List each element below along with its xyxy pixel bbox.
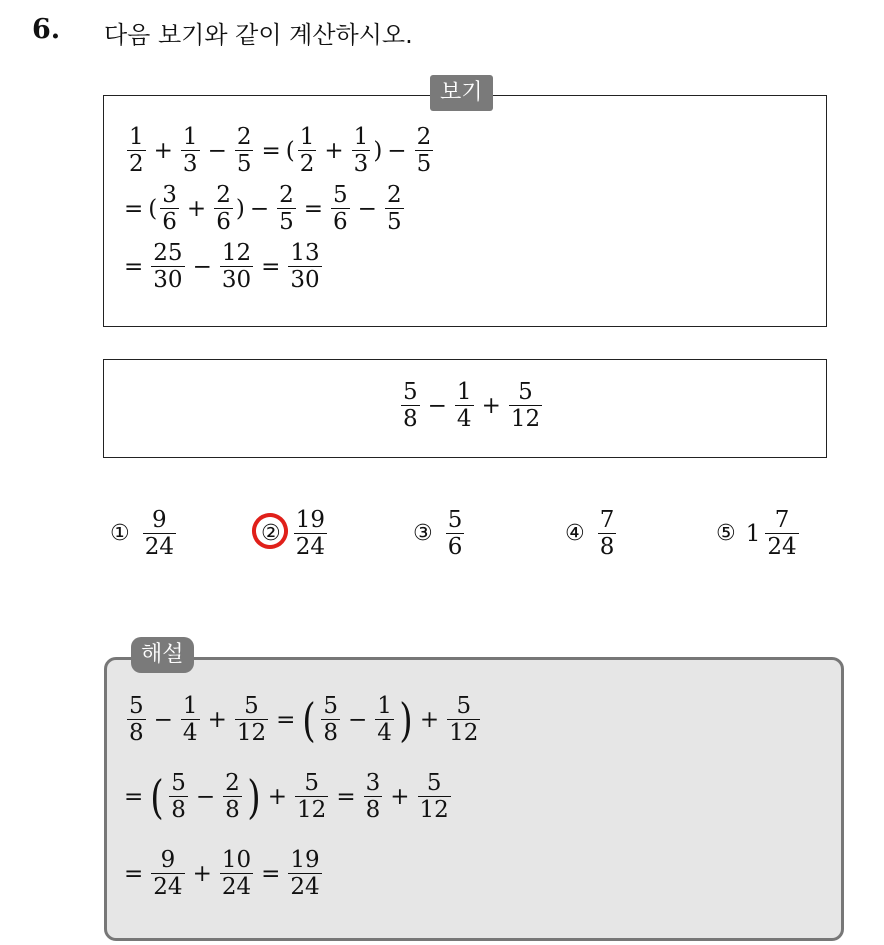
denominator: 8 [599, 534, 615, 560]
numerator: 5 [129, 693, 144, 719]
fraction [509, 380, 542, 431]
numerator: 5 [323, 693, 338, 719]
numerator: 9 [160, 847, 176, 873]
denominator: 5 [279, 209, 294, 235]
denominator: 24 [290, 874, 320, 900]
numerator: 2 [225, 770, 240, 796]
denominator: 6 [162, 209, 177, 235]
example-line-3 [124, 241, 325, 292]
denominator: 2 [299, 151, 315, 177]
numerator: 1 [377, 693, 392, 719]
operator: − [387, 137, 407, 164]
operator: − [357, 195, 377, 222]
fraction [418, 771, 451, 822]
equals: = [124, 195, 144, 222]
operator: + [419, 706, 440, 733]
fraction [352, 125, 371, 176]
fraction [181, 125, 200, 176]
operator: + [207, 706, 227, 733]
solution-tag: 해설 [131, 637, 194, 673]
left-paren: ( [285, 137, 295, 164]
fraction [160, 183, 179, 234]
denominator: 8 [225, 797, 240, 823]
fraction [295, 771, 328, 822]
operator: − [348, 706, 368, 733]
denominator: 30 [290, 267, 320, 293]
fraction [294, 508, 327, 559]
right-paren: ) [247, 769, 261, 824]
denominator: 5 [236, 151, 252, 177]
fraction [235, 694, 268, 745]
denominator: 12 [449, 720, 479, 746]
numerator: 19 [295, 507, 326, 533]
equals: = [336, 783, 356, 810]
left-paren: ( [150, 769, 164, 824]
numerator: 5 [171, 770, 186, 796]
fraction [220, 848, 253, 899]
question-number: 6. [32, 14, 61, 45]
numerator: 7 [774, 507, 790, 533]
denominator: 5 [386, 209, 402, 235]
denominator: 5 [416, 151, 432, 177]
numerator: 3 [365, 770, 381, 796]
equals: = [261, 860, 281, 887]
numerator: 1 [353, 124, 369, 150]
fraction [235, 125, 254, 176]
fraction [169, 771, 188, 822]
numerator: 5 [456, 693, 472, 719]
numerator: 5 [447, 507, 463, 533]
equals: = [124, 253, 144, 280]
numerator: 9 [152, 507, 167, 533]
right-paren: ) [373, 137, 383, 164]
numerator: 1 [182, 693, 198, 719]
numerator: 2 [216, 182, 231, 208]
whole-number: 1 [745, 520, 761, 547]
numerator: 5 [426, 770, 442, 796]
fraction [288, 848, 321, 899]
denominator: 12 [419, 797, 449, 823]
equals: = [261, 137, 281, 164]
fraction [447, 694, 480, 745]
fraction [288, 241, 321, 292]
fraction [331, 183, 350, 234]
numerator: 7 [599, 507, 615, 533]
numerator: 1 [456, 379, 472, 405]
operator: − [192, 253, 212, 280]
fraction [298, 125, 317, 176]
fraction [151, 241, 184, 292]
numerator: 2 [279, 182, 294, 208]
choice-marker [261, 521, 281, 546]
choice-4[interactable] [565, 508, 619, 559]
choice-marker: ④ [565, 521, 585, 546]
numerator: 5 [244, 693, 259, 719]
numerator: 1 [299, 124, 315, 150]
fraction [455, 380, 474, 431]
denominator: 4 [456, 406, 472, 432]
numerator: 2 [416, 124, 432, 150]
denominator: 24 [295, 534, 326, 560]
example-line-2 [124, 183, 407, 234]
fraction [181, 694, 200, 745]
operator: − [249, 195, 270, 222]
question-text: 다음 보기와 같이 계산하시오. [104, 21, 413, 49]
right-paren: ) [399, 692, 413, 747]
numerator: 1 [182, 124, 198, 150]
equals: = [124, 860, 144, 887]
denominator: 6 [333, 209, 348, 235]
choice-marker: ⑤ [716, 521, 736, 546]
numerator: 5 [333, 182, 348, 208]
choice-3[interactable] [413, 508, 467, 559]
numerator: 10 [221, 847, 252, 873]
fraction [214, 183, 233, 234]
numerator: 5 [304, 770, 319, 796]
operator: + [267, 783, 288, 810]
left-paren: ( [302, 692, 317, 747]
numerator: 2 [386, 182, 402, 208]
denominator: 24 [153, 874, 183, 900]
denominator: 3 [182, 151, 198, 177]
denominator: 8 [403, 406, 418, 432]
denominator: 12 [510, 406, 541, 432]
choice-1[interactable] [110, 508, 179, 559]
numerator: 12 [221, 240, 252, 266]
solution-line-1 [124, 694, 483, 745]
equals: = [124, 783, 144, 810]
numerator: 3 [162, 182, 177, 208]
operator: − [427, 392, 447, 419]
numerator: 13 [290, 240, 320, 266]
denominator: 24 [221, 874, 252, 900]
operator: − [207, 137, 227, 164]
operator: + [153, 137, 173, 164]
denominator: 8 [171, 797, 186, 823]
fraction [220, 241, 253, 292]
left-paren: ( [148, 195, 158, 222]
fraction [765, 508, 798, 559]
denominator: 6 [447, 534, 463, 560]
selected-circle-mark [248, 509, 292, 553]
fraction [385, 183, 404, 234]
denominator: 8 [323, 720, 338, 746]
fraction [375, 694, 394, 745]
fraction [446, 508, 465, 559]
denominator: 30 [221, 267, 252, 293]
problem-expression [398, 380, 545, 431]
denominator: 4 [377, 720, 392, 746]
example-tag: 보기 [430, 75, 493, 111]
operator: + [390, 783, 410, 810]
denominator: 4 [182, 720, 198, 746]
denominator: 30 [153, 267, 183, 293]
denominator: 2 [129, 151, 144, 177]
operator: + [481, 392, 501, 419]
choice-marker: ③ [413, 521, 433, 546]
fraction [223, 771, 242, 822]
fraction [321, 694, 340, 745]
fraction [598, 508, 617, 559]
choice-5[interactable] [716, 508, 802, 559]
fraction [127, 125, 146, 176]
fraction [127, 694, 146, 745]
equals: = [261, 253, 281, 280]
denominator: 6 [216, 209, 231, 235]
denominator: 24 [144, 534, 175, 560]
solution-line-3 [124, 848, 325, 899]
numerator: 1 [129, 124, 144, 150]
denominator: 3 [353, 151, 369, 177]
numerator: 5 [403, 379, 418, 405]
fraction [364, 771, 383, 822]
choice-2[interactable] [261, 508, 330, 559]
fraction [151, 848, 184, 899]
example-line-1 [124, 125, 436, 176]
equals: = [303, 195, 324, 222]
numerator: 5 [518, 379, 533, 405]
equals: = [276, 706, 296, 733]
denominator: 8 [129, 720, 144, 746]
fraction [143, 508, 176, 559]
denominator: 8 [365, 797, 381, 823]
operator: + [186, 195, 207, 222]
numerator: 2 [236, 124, 252, 150]
solution-line-2 [124, 771, 454, 822]
numerator: 19 [290, 847, 320, 873]
fraction [415, 125, 434, 176]
denominator: 12 [236, 720, 267, 746]
operator: + [192, 860, 212, 887]
denominator: 12 [297, 797, 327, 823]
choice-marker: ① [110, 521, 130, 546]
numerator: 25 [153, 240, 183, 266]
operator: − [153, 706, 173, 733]
operator: − [195, 783, 216, 810]
denominator: 24 [767, 534, 797, 560]
operator: + [324, 137, 344, 164]
fraction [401, 380, 420, 431]
choice-marker-label: ② [261, 521, 281, 546]
right-paren: ) [235, 195, 245, 222]
fraction [277, 183, 296, 234]
